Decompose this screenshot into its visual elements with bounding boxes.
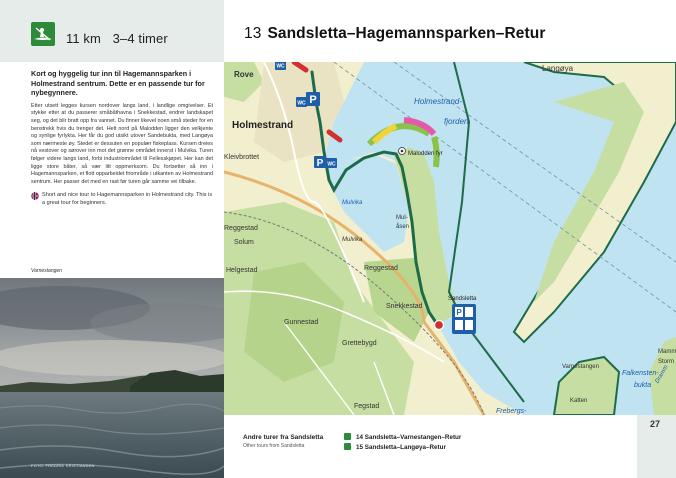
other-tours-heading [243,434,323,449]
other-tour-link[interactable] [344,443,446,451]
tour-link-number: 14 [356,434,364,441]
page-title [244,25,545,43]
svg-text:Langøya: Langøya [542,64,574,73]
svg-text:P: P [309,94,317,106]
intro-paragraph: Kort og hyggelig tur inn til Hagemannsparken i Holmestrand sentrum. Dette er en passende tur for nybegynnere. [31,69,205,98]
other-tour-link[interactable] [344,433,461,441]
svg-text:Helgestad: Helgestad [226,267,258,274]
tour-stats [66,31,176,46]
norway-flag-icon [31,192,39,200]
svg-text:Dramm: Dramm [654,364,670,385]
svg-text:Falkensten-: Falkensten- [622,370,659,377]
svg-text:WC: WC [327,161,336,168]
svg-text:Fegstad: Fegstad [354,403,380,410]
tour-description [31,69,213,208]
kayak-icon [344,433,351,440]
svg-text:Mamm: Mamm [658,349,676,355]
photo-credit: FOTO: FREDRIK KRISTIANSEN [31,463,95,468]
svg-text:Reggestad: Reggestad [224,225,258,232]
svg-text:bukta: bukta [634,382,652,389]
body-paragraph: Etter utsett legges kursen nordover langs land, i landlige omgivelser. Et stykke etter at du passerer småbåthavna i Snekkestad, endrer landskapet seg, og det blir bratt opp fra vannet. Du finner likevel noen små steder for en benstrekk hvis du trenger det. Helt nord på Malodden ligger den velkjente og synlige fyrlykta. Her får du god utsikt utover Sandebukta, med Langøya som nærmeste øy. Stedet er dessuten en populær fiskeplass. Kursen dreies nå vestover og sørover inn mot det grønne området innerst i Mulvika. Turen følger videre langs land, forbi industriområdet til Fellesskjøpet. Her kan det ligge store båter, så vær litt oppmerksom. Du fortsetter så inn i Hagemannsparken, et flott opparbeidet friområde i utkanten av Holmestrand sentrum. Her passer det med en rast før turen går samme vei tilbake. [31,102,213,185]
svg-text:Solum: Solum [234,239,254,246]
svg-text:Holmestrand: Holmestrand [232,120,294,131]
other-tours-title: Andre turer fra Sandsletta [243,434,324,441]
parking-icon [314,156,326,169]
svg-text:Sandsletta: Sandsletta [448,296,477,302]
english-summary [31,192,213,207]
svg-text:fjorden: fjorden [444,117,469,126]
tour-duration: 3–4 timer [112,31,168,46]
kayak-icon [344,443,351,450]
wc-icon [275,62,286,70]
wc-icon [296,97,307,107]
tour-number: 13 [244,25,262,42]
tour-distance: 11 km [66,31,101,46]
svg-text:P: P [456,308,462,317]
start-point-icon [435,321,444,330]
lighthouse-icon [399,148,406,155]
svg-text:Storm: Storm [658,359,675,365]
other-tours-subtitle: Other tours from Sandsletta [243,443,305,449]
tour-link-name: Sandsletta–Langøya–Retur [364,444,446,451]
svg-text:P: P [316,158,324,169]
tour-link-name: Sandsletta–Varnestangen–Retur [364,434,462,441]
svg-text:Snekkestad: Snekkestad [386,303,423,310]
svg-text:Rove: Rove [234,70,254,79]
tour-link-number: 15 [356,444,364,451]
facility-board [452,304,476,334]
photo-caption: Varnestangen [31,268,62,274]
svg-text:Malodden fyr: Malodden fyr [408,151,443,157]
svg-text:WC: WC [276,63,285,70]
parking-icon [306,92,320,106]
svg-text:Katten: Katten [570,398,588,404]
route-map[interactable] [224,62,676,415]
svg-text:Gunnestad: Gunnestad [284,319,319,326]
wc-icon [326,158,337,168]
page-number: 27 [650,419,661,429]
svg-text:WC: WC [297,100,306,107]
svg-text:Grettebygd: Grettebygd [342,340,377,347]
english-summary-text: Short and nice tour to Hagemannsparken in Holmestrand city. This is a great tour for beginners. [42,192,213,206]
kayak-icon [31,22,55,46]
landscape-photo [0,278,224,478]
svg-text:Mulvika: Mulvika [342,237,363,243]
svg-text:Frebergs-: Frebergs- [496,408,527,415]
svg-text:Holmestrand-: Holmestrand- [414,97,463,106]
svg-text:åsen: åsen [396,224,410,230]
svg-text:Reggestad: Reggestad [364,265,398,272]
tour-title-text: Sandsletta–Hagemannsparken–Retur [267,25,546,42]
svg-text:Mul-: Mul- [396,215,408,221]
svg-text:Varnestangen: Varnestangen [562,364,599,370]
svg-text:Kleivbrottet: Kleivbrottet [224,154,260,161]
svg-text:Mulvika: Mulvika [342,200,363,206]
